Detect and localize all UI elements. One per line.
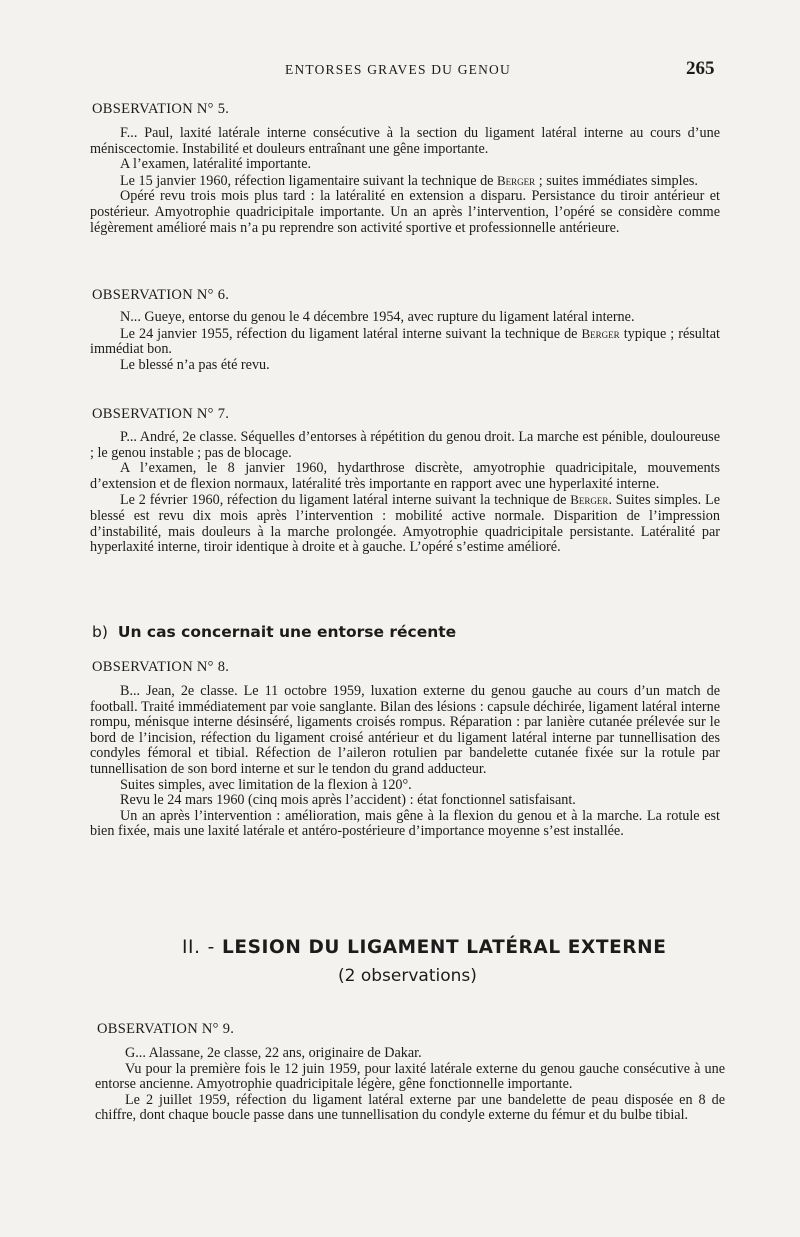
section-number: II. bbox=[182, 937, 201, 958]
paragraph: Vu pour la première fois le 12 juin 1959, pour laxité latérale externe du genou gauche consécutive à une entorse ancienne. Amyotrophie quadricipitale légère, gêne fonctionnelle importante. bbox=[95, 1060, 725, 1093]
page-number: 265 bbox=[686, 58, 715, 79]
text-run: Le 2 février 1960, réfection du ligament latéral interne suivant la technique de bbox=[120, 492, 571, 509]
observation-heading-8: OBSERVATION N° 8. bbox=[92, 659, 230, 675]
author-name: Berger bbox=[581, 325, 620, 341]
section-title bbox=[182, 937, 666, 958]
paragraph: G... Alassane, 2e classe, 22 ans, originaire de Dakar. bbox=[125, 1045, 422, 1061]
observation-body-5 bbox=[90, 126, 720, 236]
paragraph: A l’examen, latéralité importante. bbox=[120, 156, 312, 173]
paragraph: N... Gueye, entorse du genou le 4 décembre 1954, avec rupture du ligament latéral interne. bbox=[120, 309, 635, 325]
text-run: typique ; résultat immédiat bon. bbox=[90, 325, 720, 358]
paragraph: Suites simples, avec limitation de la flexion à 120°. bbox=[120, 776, 412, 793]
observation-body-6 bbox=[90, 310, 720, 373]
paragraph bbox=[90, 326, 720, 358]
author-name: Berger bbox=[570, 492, 609, 508]
observation-body-8 bbox=[90, 684, 720, 840]
paragraph: B... Jean, 2e classe. Le 11 octobre 1959, luxation externe du genou gauche au cours d’un match de football. Traité immédiatement par voie sanglante. Bilan des lésions : capsule déchirée, ligament latéral interne rompu, ménisque interne désinséré, ligaments croisés rompus. Réparation : par lanière cutanée prélevée sur le bord de l’incision, réfection du ligament croisé antérieur et du ligament latéral interne par tunnellisation des condyles fémoral et tibial. Réfection de l’aileron rotulien par bandelette cutanée fixée sur la rotule par tunnellisation de son bord interne et sur le tendon du grand adducteur. bbox=[90, 683, 720, 777]
paragraph: Revu le 24 mars 1960 (cinq mois après l’accident) : état fonctionnel satisfaisant. bbox=[120, 792, 576, 809]
observation-heading-6: OBSERVATION N° 6. bbox=[92, 287, 230, 303]
paragraph: Un an après l’intervention : amélioration, mais gêne à la flexion du genou et à la marche. La rotule est bien fixée, mais une laxité latérale et antéro-postérieure d’importance moyenne s’est installée. bbox=[90, 807, 720, 840]
section-subtitle: (2 observations) bbox=[338, 966, 477, 986]
text-run: . Suites simples. Le blessé est revu dix mois après l’intervention : mobilité active normale. Disparition de l’impression d’instabilité, mais douleurs à la marche prolongée. Amyotrophie quadricipitale persistante. Latéralité par hyperlaxité interne, tiroir identique à droite et à gauche. L’opéré s’estime amélioré. bbox=[90, 492, 720, 556]
paragraph: Opéré revu trois mois plus tard : la latéralité en extension a disparu. Persistance du tiroir antérieur et postérieur. Amyotrophie quadricipitale importante. Un an après l’intervention, l’opéré se considère comme légèrement amélioré mais n’a pu reprendre son activité sportive et professionnelle antérieure. bbox=[90, 188, 720, 236]
text-run: Le 24 janvier 1955, réfection du ligament latéral interne suivant la technique de bbox=[120, 325, 582, 342]
observation-heading-5: OBSERVATION N° 5. bbox=[92, 101, 230, 117]
observation-body-9 bbox=[95, 1046, 725, 1124]
text-run: Le 15 janvier 1960, réfection ligamentaire suivant la technique de bbox=[120, 172, 498, 189]
section-dash: - bbox=[207, 937, 215, 958]
section-title-text: LESION DU LIGAMENT LATÉRAL EXTERNE bbox=[221, 937, 667, 958]
observation-heading-9: OBSERVATION N° 9. bbox=[97, 1021, 235, 1037]
observation-body-7 bbox=[90, 430, 720, 556]
paragraph: F... Paul, laxité latérale interne consécutive à la section du ligament latéral interne au cours d’une méniscectomie. Instabilité et douleurs entraînant une gêne importante. bbox=[90, 125, 720, 157]
paragraph: A l’examen, le 8 janvier 1960, hydarthrose discrète, amyotrophie quadricipitale, mouvements d’extension et de flexion normaux, latéralité très importante en rapport avec une hyperlaxité interne. bbox=[90, 460, 720, 492]
paragraph: Le 2 juillet 1959, réfection du ligament latéral externe par une bandelette de peau disposée en 8 de chiffre, dont chaque boucle passe dans une tunnellisation du condyle externe du fémur et du bulbe tibial. bbox=[95, 1091, 725, 1124]
observation-heading-7: OBSERVATION N° 7. bbox=[92, 406, 230, 422]
paragraph bbox=[90, 173, 720, 190]
text-run: ; suites immédiates simples. bbox=[535, 172, 698, 189]
running-head: ENTORSES GRAVES DU GENOU bbox=[285, 62, 511, 77]
author-name: Berger bbox=[497, 172, 536, 188]
subsection-letter: b) bbox=[92, 623, 108, 641]
subsection-title: Un cas concernait une entorse récente bbox=[117, 623, 457, 641]
paragraph: P... André, 2e classe. Séquelles d’entorses à répétition du genou droit. La marche est pénible, douloureuse ; le genou instable ; pas de blocage. bbox=[90, 429, 720, 461]
subsection-heading bbox=[92, 623, 456, 641]
paragraph: Le blessé n’a pas été revu. bbox=[120, 356, 270, 373]
paragraph bbox=[90, 492, 720, 555]
